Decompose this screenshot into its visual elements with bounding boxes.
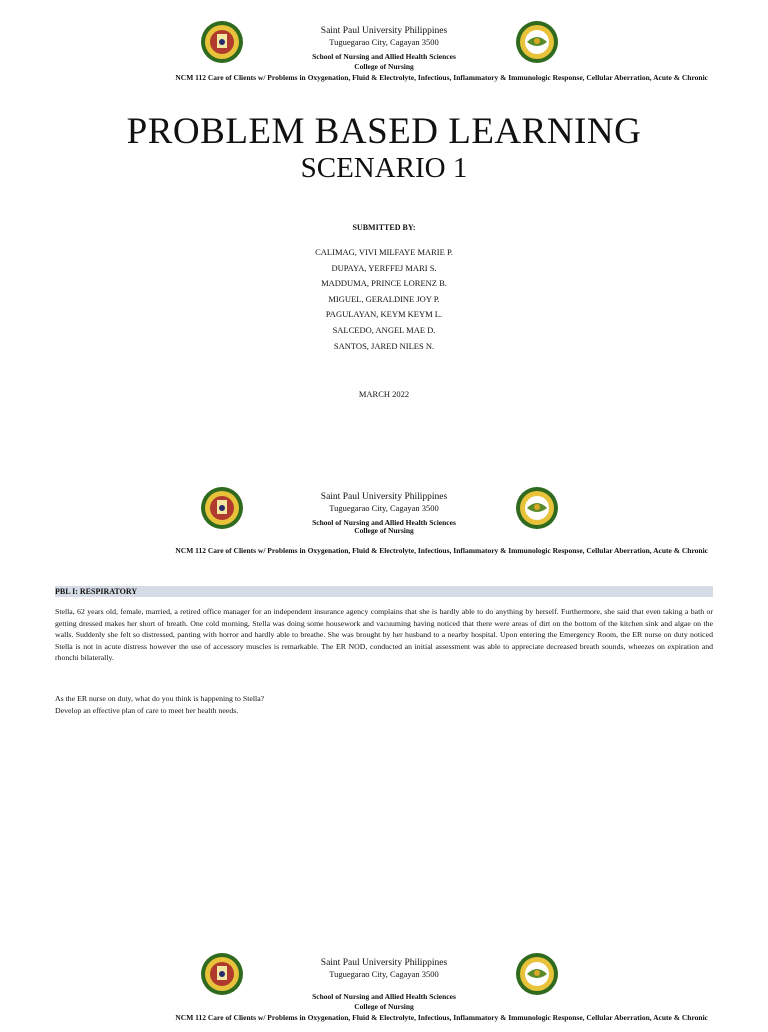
question-2: Develop an effective plan of care to meet her health needs. bbox=[55, 705, 239, 715]
member-name: SANTOS, JARED NILES N. bbox=[333, 340, 435, 351]
college-name: College of Nursing bbox=[354, 1002, 414, 1011]
university-city: Tuguegarao City, Cagayan 3500 bbox=[329, 503, 439, 513]
page-header bbox=[0, 486, 768, 566]
pbl-heading: PBL I: RESPIRATORY bbox=[55, 587, 138, 596]
member-name: PAGULAYAN, KEYM KEYM L. bbox=[325, 309, 443, 320]
member-name: DUPAYA, YERFFEJ MARI S. bbox=[331, 262, 437, 273]
member-list bbox=[0, 245, 768, 354]
page-subtitle: SCENARIO 1 bbox=[300, 152, 468, 184]
page-header bbox=[0, 20, 768, 100]
university-city: Tuguegarao City, Cagayan 3500 bbox=[329, 969, 439, 979]
member-name: MADDUMA, PRINCE LORENZ B. bbox=[321, 278, 447, 289]
page-header bbox=[0, 952, 768, 1032]
school-name: School of Nursing and Allied Health Sciences bbox=[312, 992, 456, 1001]
member-name: MIGUEL, GERALDINE JOY P. bbox=[328, 293, 440, 304]
submission-date: MARCH 2022 bbox=[358, 389, 410, 399]
university-name: Saint Paul University Philippines bbox=[320, 26, 448, 36]
course-title: NCM 112 Care of Clients w/ Problems in Oxygenation, Fluid & Electrolyte, Infectious, Inflammatory & Immunologic Response, Cellular Aberration, Acute & Chronic bbox=[175, 73, 708, 82]
question-1: As the ER nurse on duty, what do you think is happening to Stella? bbox=[55, 694, 265, 703]
school-name: School of Nursing and Allied Health Sciences bbox=[312, 52, 456, 61]
member-name: SALCEDO, ANGEL MAE D. bbox=[332, 324, 436, 335]
university-name: Saint Paul University Philippines bbox=[320, 492, 448, 502]
college-name: College of Nursing bbox=[354, 62, 414, 71]
course-title: NCM 112 Care of Clients w/ Problems in Oxygenation, Fluid & Electrolyte, Infectious, Inflammatory & Immunologic Response, Cellular Aberration, Acute & Chronic bbox=[175, 1013, 708, 1022]
questions bbox=[55, 693, 713, 716]
scenario-text: Stella, 62 years old, female, married, a retired office manager for an independent insurance agency complains that she is hardly able to do anything by herself. Furthermore, she said that even taking a bath or getting dressed makes her short of breath. One cold morning, Stella was doing some housework and vacuuming having noticed that there were areas of dirt on the bottom of the kitchen sink and algae on the walls. Suddenly she felt so distressed, panting with horror and hardly able to breathe. She was brought by her husband to a nearby hospital. Upon entering the Emergency Room, the ER nurse on duty noticed Stella is not in acute distress however the use of accessory muscles is remarkable. The ER NOD, conducted an initial assessment was able to appreciate decreased breath sounds, wheezes on expiration and rhonchi bilaterally. bbox=[55, 607, 713, 663]
course-title: NCM 112 Care of Clients w/ Problems in Oxygenation, Fluid & Electrolyte, Infectious, Inflammatory & Immunologic Response, Cellular Aberration, Acute & Chronic bbox=[175, 546, 708, 555]
page-title: PROBLEM BASED LEARNING bbox=[126, 111, 642, 152]
university-city: Tuguegarao City, Cagayan 3500 bbox=[329, 37, 439, 47]
member-name: CALIMAG, VIVI MILFAYE MARIE P. bbox=[315, 247, 453, 257]
submitted-by-label: SUBMITTED BY: bbox=[352, 223, 416, 232]
school-name: School of Nursing and Allied Health Sciences bbox=[312, 518, 456, 527]
pbl-heading-bar bbox=[55, 586, 713, 597]
university-name: Saint Paul University Philippines bbox=[320, 958, 448, 968]
college-name: College of Nursing bbox=[354, 526, 414, 535]
